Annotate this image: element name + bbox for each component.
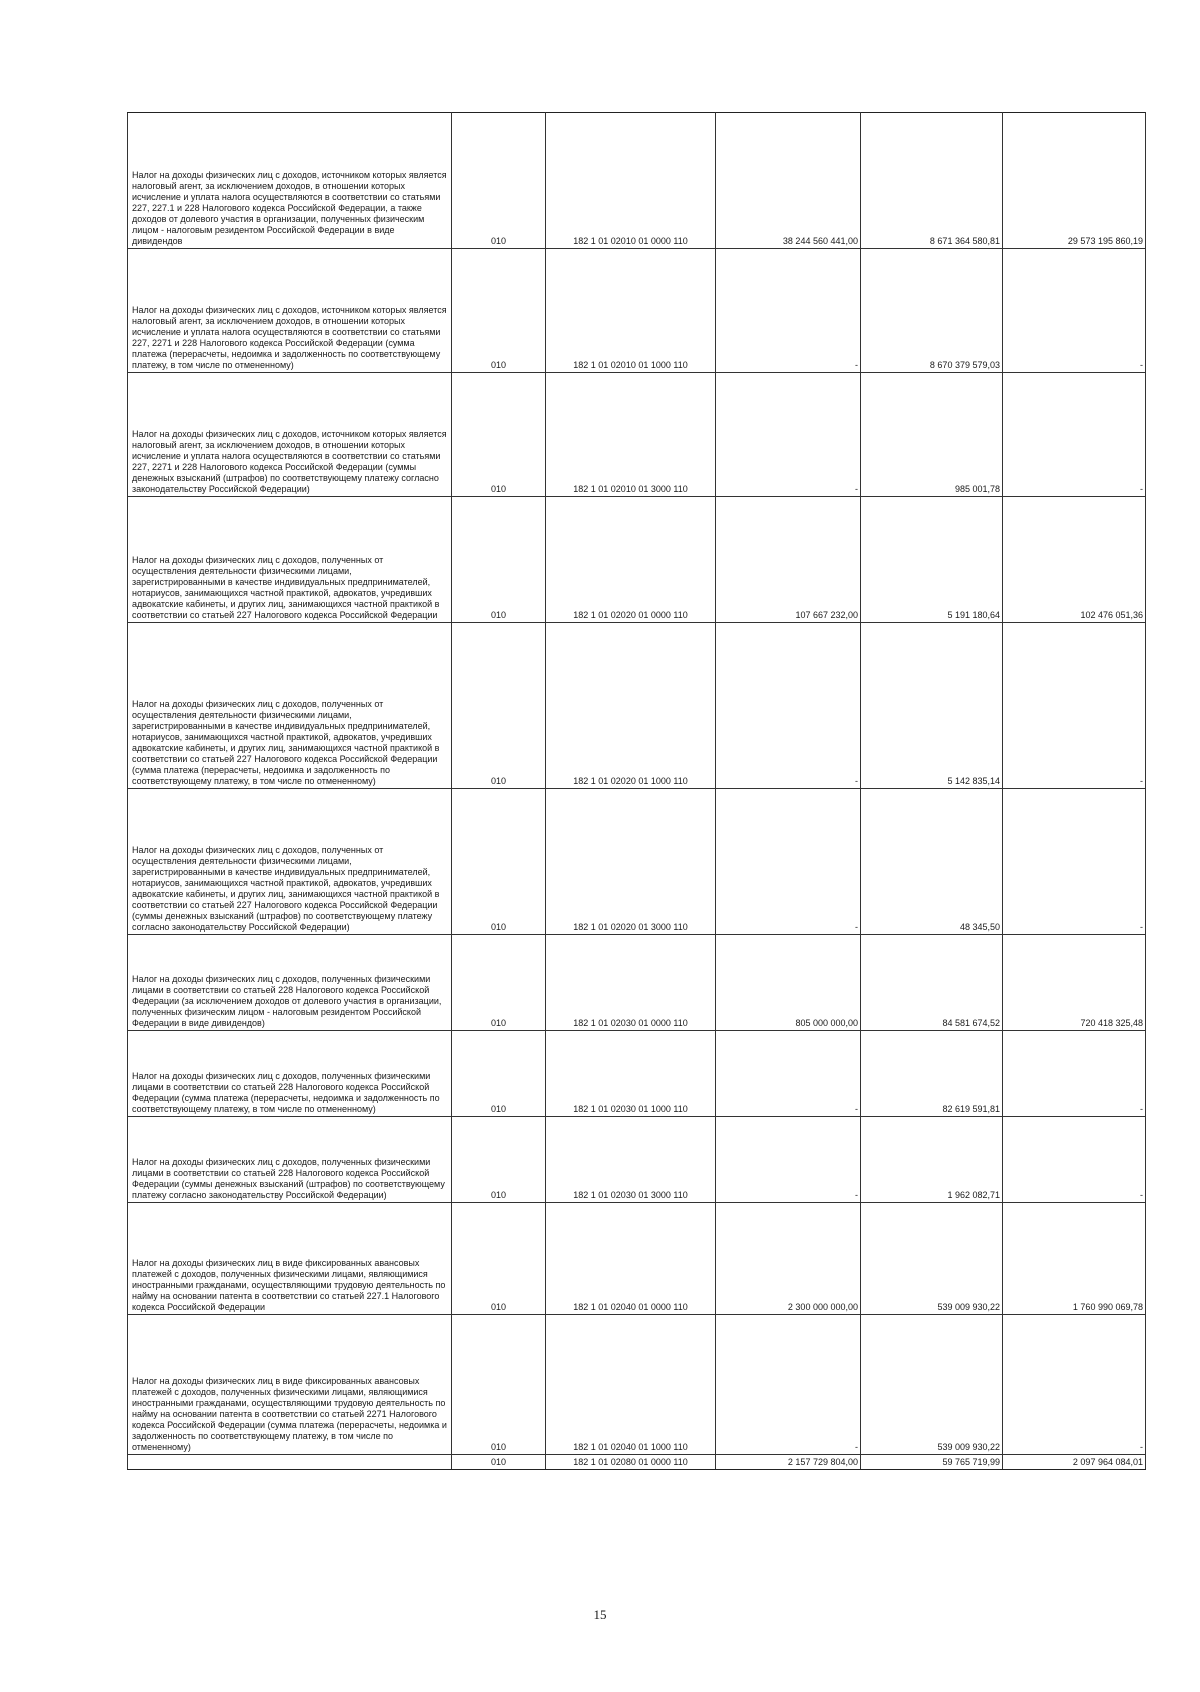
- row-description: Налог на доходы физических лиц с доходов, полученных физическими лицами в соответствии со статьей 228 Налогового кодекса Российской Федерации (суммы денежных взысканий (штрафов) по соответствующему платежу согласно законодательству Российской Федерации): [128, 1117, 452, 1203]
- row-executed-amount: 539 009 930,22: [861, 1203, 1003, 1315]
- row-line-code: 010: [452, 935, 546, 1031]
- table-body: [128, 113, 1146, 1470]
- row-description: Налог на доходы физических лиц с доходов, полученных от осуществления деятельности физическими лицами, зарегистрированными в качестве индивидуальных предпринимателей, нотариусов, занимающихся частной практикой, адвокатов, учредивших адвокатские кабинеты, и других лиц, занимающихся частной практикой в соответствии со статьей 227 Налогового кодекса Российской Федерации: [128, 497, 452, 623]
- table-row: [128, 623, 1146, 789]
- row-description: Налог на доходы физических лиц с доходов, источником которых является налоговый агент, за исключением доходов, в отношении которых исчисление и уплата налога осуществляются в соответствии со статьями 227, 2271 и 228 Налогового кодекса Российской Федерации (суммы денежных взысканий (штрафов) по соответствующему платежу согласно законодательству Российской Федерации): [128, 373, 452, 497]
- row-description: Налог на доходы физических лиц с доходов, полученных физическими лицами в соответствии со статьей 228 Налогового кодекса Российской Федерации (за исключением доходов от долевого участия в организации, полученных физическим лицом - налоговым резидентом Российской Федерации в виде дивидендов): [128, 935, 452, 1031]
- row-kbk-code: 182 1 01 02010 01 3000 110: [546, 373, 716, 497]
- row-kbk-code: 182 1 01 02080 01 0000 110: [546, 1455, 716, 1470]
- row-kbk-code: 182 1 01 02010 01 1000 110: [546, 249, 716, 373]
- row-unexecuted-amount: -: [1003, 373, 1146, 497]
- row-approved-amount: -: [716, 1315, 861, 1455]
- row-kbk-code: 182 1 01 02030 01 1000 110: [546, 1031, 716, 1117]
- row-kbk-code: 182 1 01 02040 01 0000 110: [546, 1203, 716, 1315]
- row-unexecuted-amount: -: [1003, 1315, 1146, 1455]
- row-line-code: 010: [452, 1315, 546, 1455]
- row-line-code: 010: [452, 1031, 546, 1117]
- row-unexecuted-amount: -: [1003, 249, 1146, 373]
- table-row: [128, 1203, 1146, 1315]
- row-executed-amount: 48 345,50: [861, 789, 1003, 935]
- row-approved-amount: -: [716, 373, 861, 497]
- row-description: Налог на доходы физических лиц в виде фиксированных авансовых платежей с доходов, полученных физическими лицами, являющимися иностранными гражданами, осуществляющими трудовую деятельность по найму на основании патента в соответствии со статьей 227.1 Налогового кодекса Российской Федерации: [128, 1203, 452, 1315]
- row-line-code: 010: [452, 1455, 546, 1470]
- row-kbk-code: 182 1 01 02020 01 3000 110: [546, 789, 716, 935]
- row-kbk-code: 182 1 01 02030 01 3000 110: [546, 1117, 716, 1203]
- row-unexecuted-amount: 2 097 964 084,01: [1003, 1455, 1146, 1470]
- table-row: [128, 1455, 1146, 1470]
- row-approved-amount: -: [716, 249, 861, 373]
- row-unexecuted-amount: 29 573 195 860,19: [1003, 113, 1146, 249]
- row-description: Налог на доходы физических лиц в виде фиксированных авансовых платежей с доходов, полученных физическими лицами, являющимися иностранными гражданами, осуществляющими трудовую деятельность по найму на основании патента в соответствии со статьей 2271 Налогового кодекса Российской Федерации (сумма платежа (перерасчеты, недоимка и задолженность по соответствующему платежу, в том числе по отмененному): [128, 1315, 452, 1455]
- row-unexecuted-amount: -: [1003, 1117, 1146, 1203]
- row-approved-amount: 38 244 560 441,00: [716, 113, 861, 249]
- row-executed-amount: 5 142 835,14: [861, 623, 1003, 789]
- table-row: [128, 497, 1146, 623]
- row-unexecuted-amount: 102 476 051,36: [1003, 497, 1146, 623]
- row-description: Налог на доходы физических лиц с доходов, источником которых является налоговый агент, за исключением доходов, в отношении которых исчисление и уплата налога осуществляются в соответствии со статьями 227, 227.1 и 228 Налогового кодекса Российской Федерации, а также доходов от долевого участия в организации, полученных физическим лицом - налоговым резидентом Российской Федерации в виде дивидендов: [128, 113, 452, 249]
- row-line-code: 010: [452, 249, 546, 373]
- row-executed-amount: 8 671 364 580,81: [861, 113, 1003, 249]
- row-kbk-code: 182 1 01 02040 01 1000 110: [546, 1315, 716, 1455]
- row-approved-amount: -: [716, 623, 861, 789]
- row-unexecuted-amount: -: [1003, 789, 1146, 935]
- table-row: [128, 249, 1146, 373]
- row-line-code: 010: [452, 623, 546, 789]
- row-approved-amount: -: [716, 789, 861, 935]
- row-description: Налог на доходы физических лиц с доходов, источником которых является налоговый агент, за исключением доходов, в отношении которых исчисление и уплата налога осуществляются в соответствии со статьями 227, 2271 и 228 Налогового кодекса Российской Федерации (сумма платежа (перерасчеты, недоимка и задолженность по соответствующему платежу, в том числе по отмененному): [128, 249, 452, 373]
- budget-execution-table: [127, 112, 1146, 1470]
- row-kbk-code: 182 1 01 02020 01 0000 110: [546, 497, 716, 623]
- row-line-code: 010: [452, 113, 546, 249]
- row-unexecuted-amount: -: [1003, 1031, 1146, 1117]
- table-row: [128, 113, 1146, 249]
- table-row: [128, 789, 1146, 935]
- row-description: [128, 1455, 452, 1470]
- table-row: [128, 1117, 1146, 1203]
- row-kbk-code: 182 1 01 02030 01 0000 110: [546, 935, 716, 1031]
- row-approved-amount: -: [716, 1117, 861, 1203]
- row-line-code: 010: [452, 789, 546, 935]
- row-executed-amount: 84 581 674,52: [861, 935, 1003, 1031]
- row-executed-amount: 985 001,78: [861, 373, 1003, 497]
- row-description: Налог на доходы физических лиц с доходов, полученных физическими лицами в соответствии со статьей 228 Налогового кодекса Российской Федерации (сумма платежа (перерасчеты, недоимка и задолженность по соответствующему платежу, в том числе по отмененному): [128, 1031, 452, 1117]
- row-executed-amount: 8 670 379 579,03: [861, 249, 1003, 373]
- row-unexecuted-amount: -: [1003, 623, 1146, 789]
- row-line-code: 010: [452, 1203, 546, 1315]
- table-row: [128, 935, 1146, 1031]
- row-approved-amount: 107 667 232,00: [716, 497, 861, 623]
- table-row: [128, 1315, 1146, 1455]
- row-line-code: 010: [452, 1117, 546, 1203]
- row-executed-amount: 5 191 180,64: [861, 497, 1003, 623]
- row-unexecuted-amount: 720 418 325,48: [1003, 935, 1146, 1031]
- row-executed-amount: 82 619 591,81: [861, 1031, 1003, 1117]
- row-line-code: 010: [452, 497, 546, 623]
- row-approved-amount: 2 300 000 000,00: [716, 1203, 861, 1315]
- row-description: Налог на доходы физических лиц с доходов, полученных от осуществления деятельности физическими лицами, зарегистрированными в качестве индивидуальных предпринимателей, нотариусов, занимающихся частной практикой, адвокатов, учредивших адвокатские кабинеты, и других лиц, занимающихся частной практикой в соответствии со статьей 227 Налогового кодекса Российской Федерации (суммы денежных взысканий (штрафов) по соответствующему платежу согласно законодательству Российской Федерации): [128, 789, 452, 935]
- row-kbk-code: 182 1 01 02020 01 1000 110: [546, 623, 716, 789]
- row-line-code: 010: [452, 373, 546, 497]
- row-approved-amount: -: [716, 1031, 861, 1117]
- row-executed-amount: 1 962 082,71: [861, 1117, 1003, 1203]
- table-row: [128, 373, 1146, 497]
- row-approved-amount: 805 000 000,00: [716, 935, 861, 1031]
- row-kbk-code: 182 1 01 02010 01 0000 110: [546, 113, 716, 249]
- row-approved-amount: 2 157 729 804,00: [716, 1455, 861, 1470]
- table-row: [128, 1031, 1146, 1117]
- row-unexecuted-amount: 1 760 990 069,78: [1003, 1203, 1146, 1315]
- page-number: 15: [593, 1607, 607, 1622]
- row-description: Налог на доходы физических лиц с доходов, полученных от осуществления деятельности физическими лицами, зарегистрированными в качестве индивидуальных предпринимателей, нотариусов, занимающихся частной практикой, адвокатов, учредивших адвокатские кабинеты, и других лиц, занимающихся частной практикой в соответствии со статьей 227 Налогового кодекса Российской Федерации (сумма платежа (перерасчеты, недоимка и задолженность по соответствующему платежу, в том числе по отмененному): [128, 623, 452, 789]
- row-executed-amount: 59 765 719,99: [861, 1455, 1003, 1470]
- row-executed-amount: 539 009 930,22: [861, 1315, 1003, 1455]
